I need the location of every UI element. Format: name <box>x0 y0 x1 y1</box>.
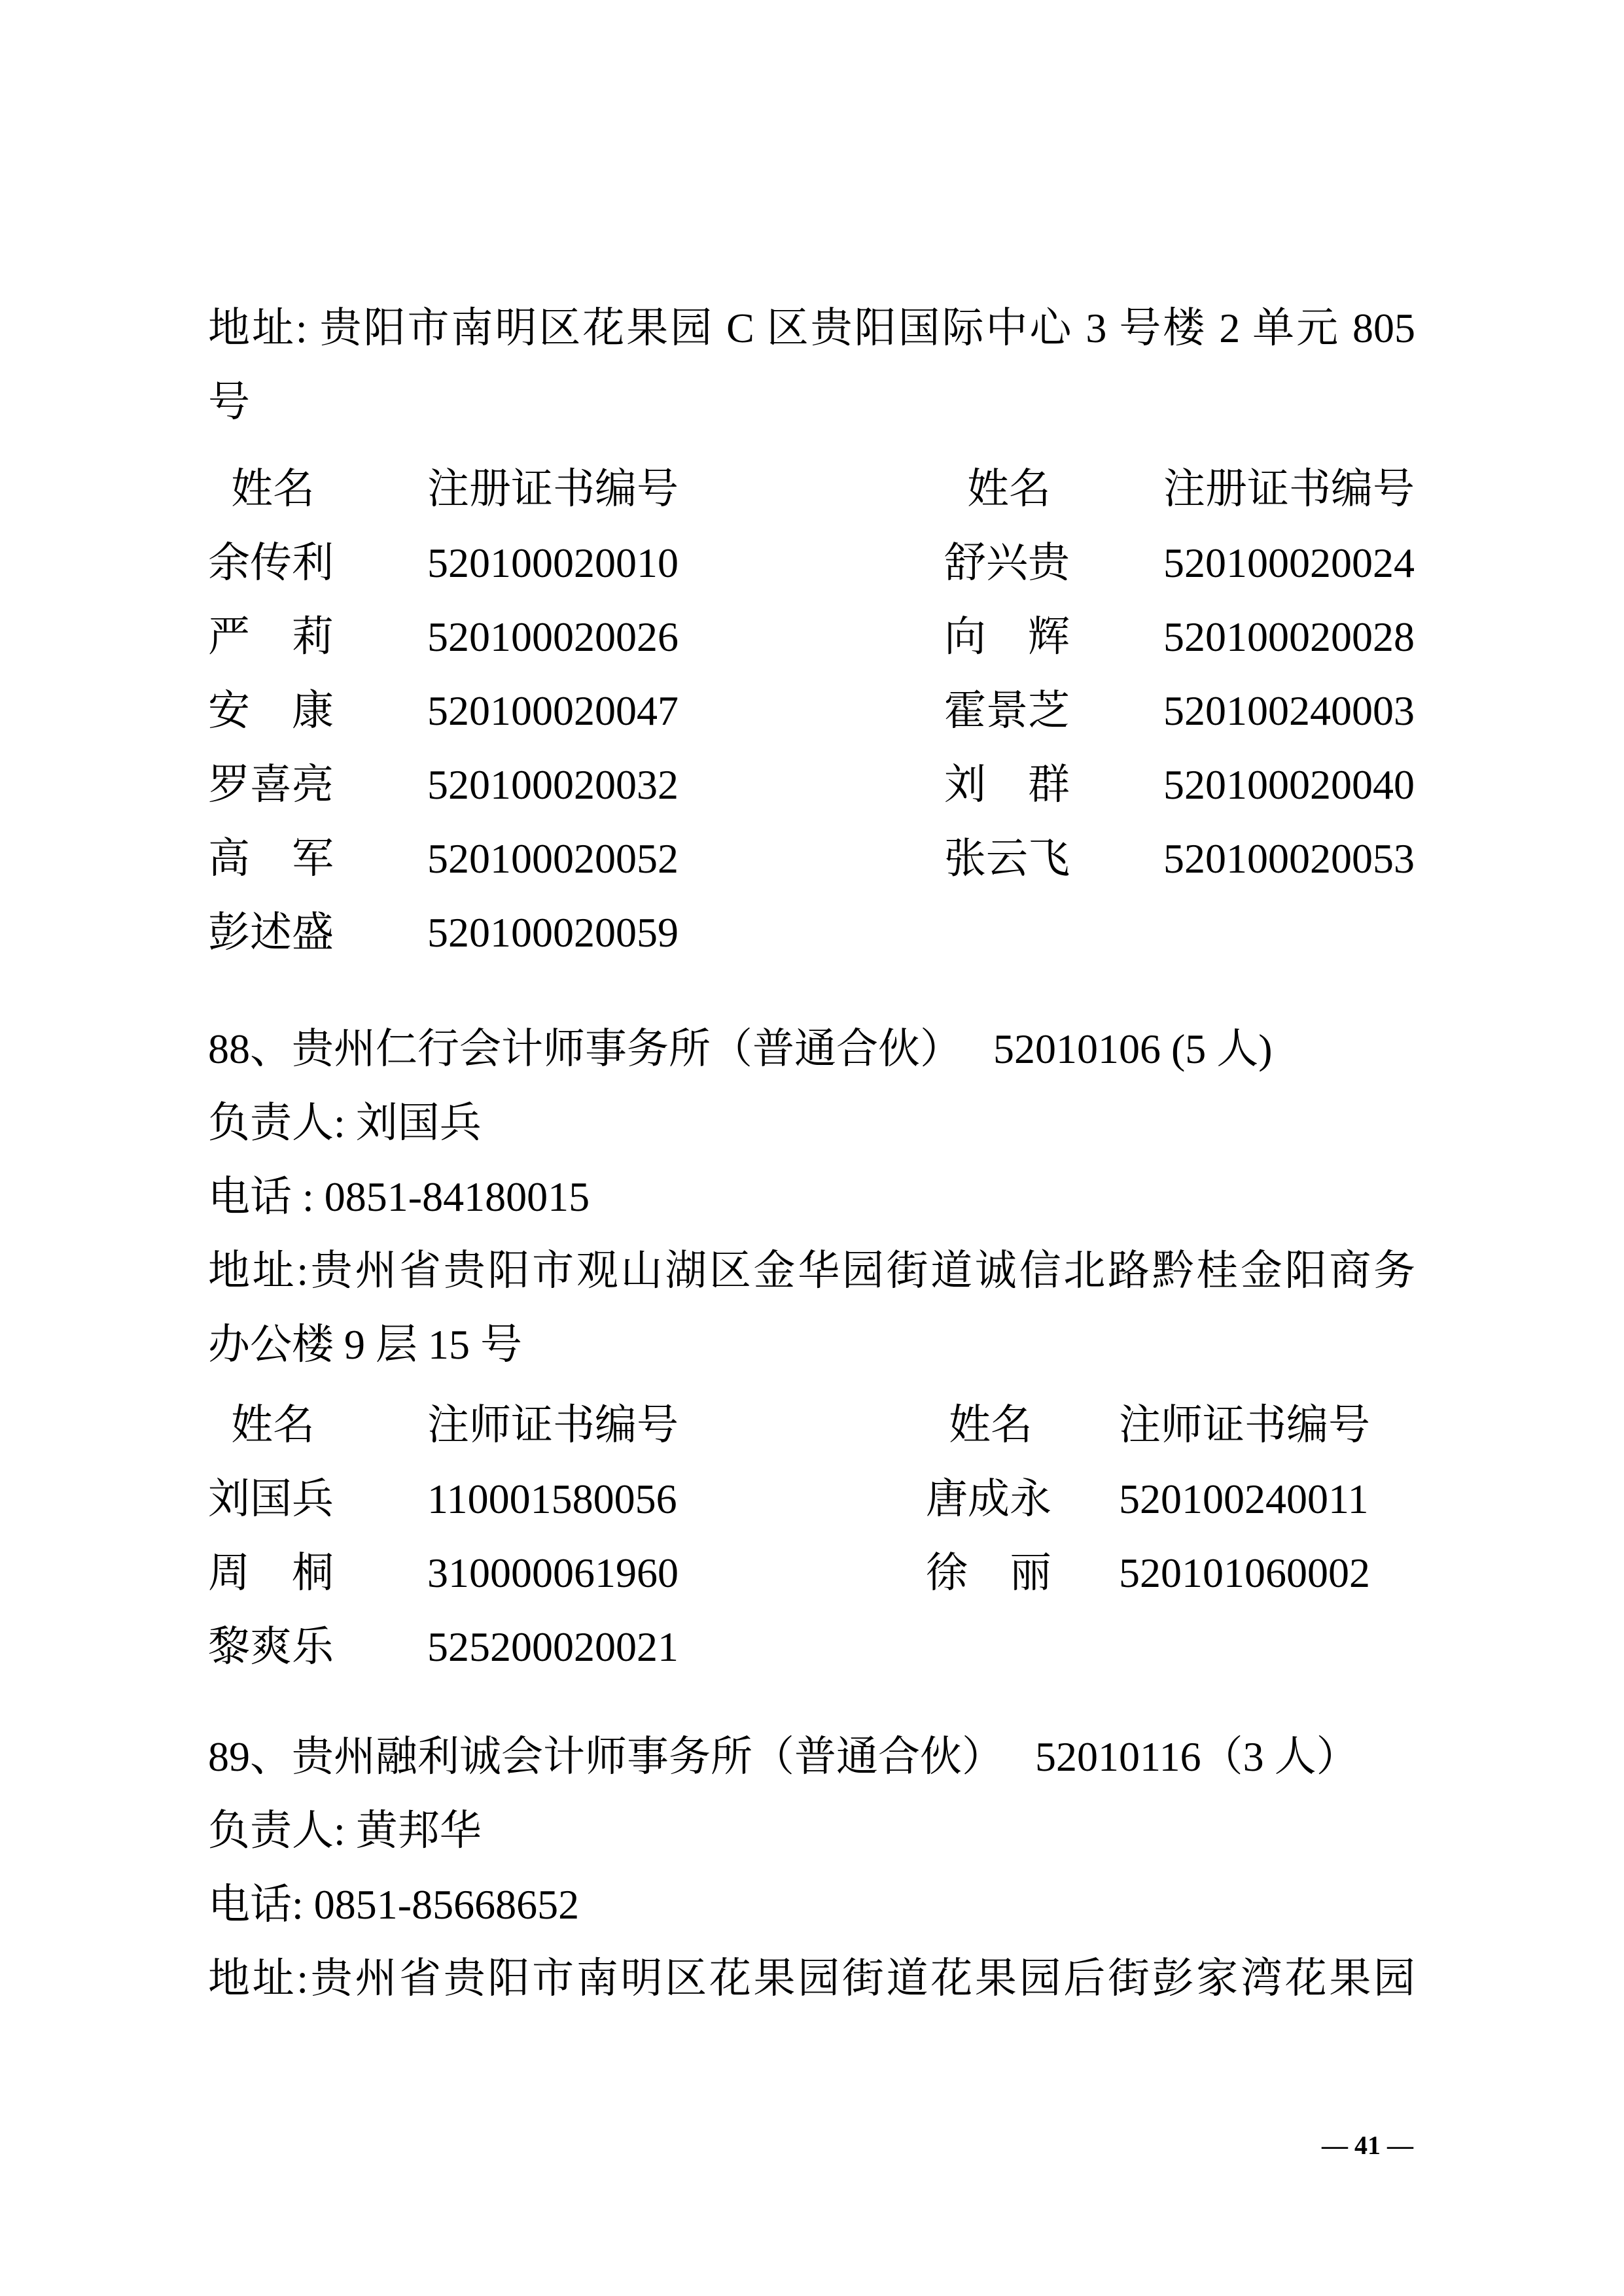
name-cell: 高 军 <box>208 835 334 882</box>
cert-number-cell: 110001580056 <box>427 1476 677 1522</box>
cert-number-cell: 520100020059 <box>427 909 679 956</box>
name-cell: 徐 丽 <box>926 1550 1051 1596</box>
firm-phone-88: 电话 : 0851-84180015 <box>208 1174 590 1220</box>
firm-phone-89: 电话: 0851-85668652 <box>208 1881 580 1928</box>
name-cell <box>944 896 1163 969</box>
cert-number-cell: 520100240003 <box>1163 687 1415 734</box>
name-cell: 余传利 <box>208 540 334 586</box>
name-cell <box>926 1610 1119 1684</box>
name-cell: 舒兴贵 <box>944 540 1070 586</box>
cert-number-cell: 520100020052 <box>427 835 679 882</box>
column-header-name: 姓名 <box>231 466 315 512</box>
cert-number-cell: 520100240011 <box>1119 1476 1369 1522</box>
page-number-footer: — 41 — <box>1322 2131 1413 2160</box>
name-cell: 黎爽乐 <box>208 1624 334 1670</box>
firm-address-89-line1: 地址:贵州省贵阳市南明区花果园街道花果园后街彭家湾花果园 <box>208 1955 1415 2002</box>
name-cell: 彭述盛 <box>208 909 334 956</box>
column-header-cert: 注师证书编号 <box>1119 1402 1370 1448</box>
roster-table-firm88 <box>208 1388 1415 1684</box>
column-header-cert: 注册证书编号 <box>1163 466 1415 512</box>
name-cell: 刘 群 <box>944 761 1070 808</box>
cert-number-cell: 525200020021 <box>427 1624 679 1670</box>
firm-title-88: 88、贵州仁行会计师事务所（普通合伙） 52010106 (5 人) <box>208 1026 1273 1072</box>
column-header-name: 姓名 <box>231 1402 315 1448</box>
column-header-cert: 注师证书编号 <box>427 1402 679 1448</box>
column-header-cert: 注册证书编号 <box>427 466 679 512</box>
cert-number-cell: 520100020047 <box>427 687 679 734</box>
cert-number-cell: 520100020028 <box>1163 614 1415 660</box>
roster-table-firm87 <box>208 452 1415 969</box>
name-cell: 严 莉 <box>208 614 334 660</box>
document-content <box>208 291 1415 2015</box>
top-address-line2: 号 <box>208 379 250 425</box>
name-cell: 罗喜亮 <box>208 761 334 808</box>
name-cell: 张云飞 <box>944 835 1070 882</box>
firm-address-88-line1: 地址:贵州省贵阳市观山湖区金华园街道诚信北路黔桂金阳商务 <box>208 1247 1415 1294</box>
firm-leader-88: 负责人: 刘国兵 <box>208 1100 482 1146</box>
name-cell: 唐成永 <box>926 1476 1051 1522</box>
firm-leader-89: 负责人: 黄邦华 <box>208 1807 482 1854</box>
name-cell: 刘国兵 <box>208 1476 334 1522</box>
cert-number-cell <box>1163 896 1415 969</box>
name-cell: 霍景芝 <box>944 687 1070 734</box>
section-firm-89 <box>208 1720 1415 2015</box>
cert-number-cell <box>1119 1610 1415 1684</box>
name-cell: 向 辉 <box>944 614 1070 660</box>
cert-number-cell: 520100020032 <box>427 761 679 808</box>
cert-number-cell: 310000061960 <box>427 1550 679 1596</box>
name-cell: 周 桐 <box>208 1550 334 1596</box>
top-address-line1: 地址: 贵阳市南明区花果园 C 区贵阳国际中心 3 号楼 2 单元 805 <box>208 305 1415 351</box>
firm-address-88-line2: 办公楼 9 层 15 号 <box>208 1321 522 1368</box>
cert-number-cell: 520100020053 <box>1163 835 1415 882</box>
cert-number-cell: 520100020040 <box>1163 761 1415 808</box>
cert-number-cell: 520100020026 <box>427 614 679 660</box>
cert-number-cell: 520100020024 <box>1163 540 1415 586</box>
cert-number-cell: 520101060002 <box>1119 1550 1370 1596</box>
firm-title-89: 89、贵州融利诚会计师事务所（普通合伙） 52010116（3 人） <box>208 1733 1358 1780</box>
column-header-name: 姓名 <box>949 1402 1033 1448</box>
column-header-name: 姓名 <box>967 466 1051 512</box>
name-cell: 安 康 <box>208 687 334 734</box>
cert-number-cell: 520100020010 <box>427 540 679 586</box>
section-firm-88 <box>208 1012 1415 1684</box>
